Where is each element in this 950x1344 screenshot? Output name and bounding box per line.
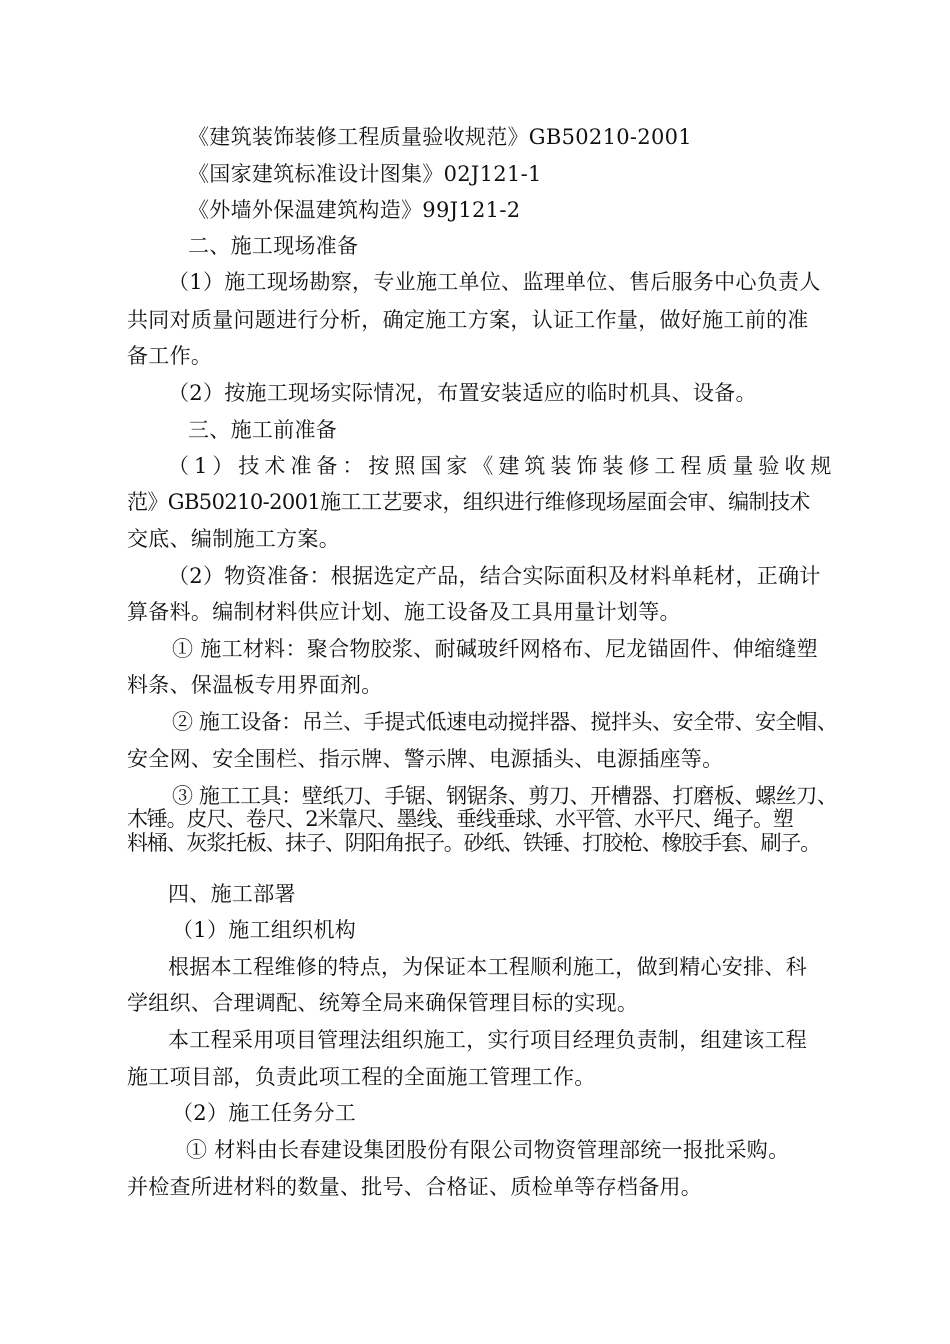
paragraph-line: 学组织、合理调配、统筹全局来确保管理目标的实现。 <box>127 991 639 1015</box>
paragraph-line: 交底、编制施工方案。 <box>127 527 340 551</box>
list-item-line: 料桶、灰浆托板、抹子、阴阳角抿子。砂纸、铁锤、打胶枪、橡胶手套、刷子。 <box>127 831 820 855</box>
list-item-line: 木锤。皮尺、卷尺、2米靠尺、墨线、垂线垂球、水平管、水平尺、绳子。塑 <box>127 807 793 831</box>
reference-line: 《国家建筑标准设计图集》02J121-1 <box>188 162 542 186</box>
reference-line: 《建筑装饰装修工程质量验收规范》GB50210-2001 <box>188 125 692 149</box>
list-item-line: 安全网、安全围栏、指示牌、警示牌、电源插头、电源插座等。 <box>127 747 724 771</box>
reference-line: 《外墙外保温建筑构造》99J121-2 <box>188 198 521 222</box>
subsection-heading: （1）施工组织机构 <box>172 918 357 942</box>
subsection-heading: （2）施工任务分工 <box>172 1101 357 1125</box>
list-item-line: ③ 施工工具：壁纸刀、手锯、钢锯条、剪刀、开槽器、打磨板、螺丝刀、 <box>172 784 838 808</box>
section-heading: 二、施工现场准备 <box>188 234 359 258</box>
list-item-line: ① 施工材料：聚合物胶浆、耐碱玻纤网格布、尼龙锚固件、伸缩缝塑 <box>172 637 818 661</box>
paragraph-line: （2）物资准备：根据选定产品，结合实际面积及材料单耗材，正确计 <box>168 564 821 588</box>
paragraph-line: 备工作。 <box>127 344 213 368</box>
list-item-line: 并检查所进材料的数量、批号、合格证、质检单等存档备用。 <box>127 1175 703 1199</box>
section-heading: 四、施工部署 <box>168 882 296 906</box>
section-heading: 三、施工前准备 <box>188 418 338 442</box>
paragraph-line: （2）按施工现场实际情况，布置安装适应的临时机具、设备。 <box>168 381 757 405</box>
paragraph-line: 算备料。编制材料供应计划、施工设备及工具用量计划等。 <box>127 600 681 624</box>
paragraph-line: 施工项目部，负责此项工程的全面施工管理工作。 <box>127 1065 596 1089</box>
paragraph-line: 本工程采用项目管理法组织施工，实行项目经理负责制，组建该工程 <box>168 1028 807 1052</box>
paragraph-line: 共同对质量问题进行分析，确定施工方案，认证工作量，做好施工前的准 <box>127 308 809 332</box>
list-item-line: 料条、保温板专用界面剂。 <box>127 673 383 697</box>
list-item-line: ② 施工设备：吊兰、手提式低速电动搅拌器、搅拌头、安全带、安全帽、 <box>172 710 838 734</box>
paragraph-line: （1）施工现场勘察，专业施工单位、监理单位、售后服务中心负责人 <box>168 270 821 294</box>
list-item-line: ① 材料由长春建设集团股份有限公司物资管理部统一报批采购。 <box>186 1138 790 1162</box>
paragraph-line: 范》GB50210-2001施工工艺要求，组织进行维修现场屋面会审、编制技术 <box>127 490 810 514</box>
paragraph-line: （1）技术准备：按照国家《建筑装饰装修工程质量验收规 <box>168 454 837 478</box>
paragraph-line: 根据本工程维修的特点，为保证本工程顺利施工，做到精心安排、科 <box>168 955 807 979</box>
